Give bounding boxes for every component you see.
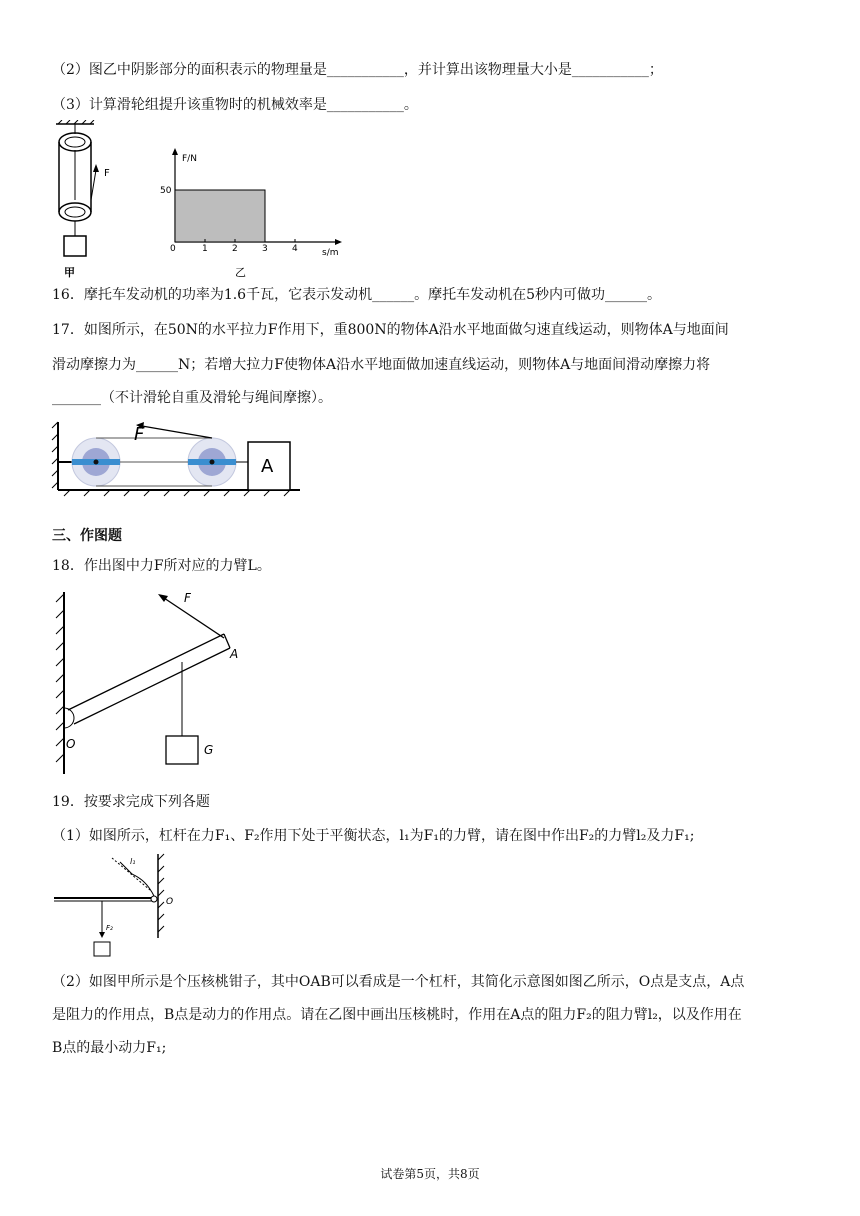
- x-tick-4: 4: [292, 244, 298, 254]
- lever-balance-figure: [50, 850, 190, 960]
- q17-text-line2: 滑动摩擦力为______N；若增大拉力F使物体A沿水平地面做加速直线运动，则物体A与地面间滑动摩擦力将: [52, 357, 711, 373]
- q16-text: 16．摩托车发动机的功率为1.6千瓦，它表示发动机______。摩托车发动机在5秒内可做功______。: [52, 287, 661, 303]
- x-tick-2: 2: [232, 244, 238, 254]
- arm-l1-label: l₁: [130, 857, 136, 866]
- page-footer: 试卷第5页，共8页: [380, 1167, 480, 1181]
- q19-part2-line2: 是阻力的作用点，B点是动力的作用点。请在乙图中画出压核桃时，作用在A点的阻力F₂的阻力臂l₂，以及作用在: [52, 1007, 742, 1023]
- x-tick-0: 0: [170, 244, 176, 254]
- q19-part1-text: （1）如图所示，杠杆在力F₁、F₂作用下处于平衡状态，l₁为F₁的力臂，请在图中作出F₂的力臂l₂及力F₁;: [52, 828, 695, 844]
- pulley-force-label: F: [104, 168, 110, 179]
- block-a-label: A: [261, 456, 274, 477]
- lever-figure: [52, 588, 262, 778]
- lever-force-label: F: [184, 591, 191, 605]
- x-tick-1: 1: [202, 244, 208, 254]
- figure-jia-label: 甲: [64, 266, 75, 279]
- q19-part2-line3: B点的最小动力F₁;: [52, 1040, 167, 1056]
- pulley-pull-force-label: F: [134, 424, 145, 445]
- section-3-heading: 三、作图题: [52, 528, 122, 544]
- fulcrum-o-label: O: [166, 897, 174, 907]
- horizontal-pulley-figure: [50, 418, 310, 498]
- q19-part2-line1: （2）如图甲所示是个压核桃钳子，其中OAB可以看成是一个杠杆，其简化示意图如图乙所示，O点是支点，A点: [52, 974, 745, 990]
- q15-part3-text: （3）计算滑轮组提升该重物时的机械效率是___________。: [52, 97, 418, 113]
- x-axis-label: s/m: [322, 248, 339, 258]
- work-shaded-area: [175, 190, 265, 242]
- q19-text: 19．按要求完成下列各题: [52, 794, 210, 810]
- q17-text-line3: _______（不计滑轮自重及滑轮与绳间摩擦）。: [52, 390, 332, 406]
- lever-point-a-label: A: [230, 647, 239, 661]
- x-tick-3: 3: [262, 244, 268, 254]
- q15-part2-text: （2）图乙中阴影部分的面积表示的物理量是___________，并计算出该物理量大小是___________；: [52, 62, 663, 78]
- y-axis-label: F/N: [182, 154, 197, 164]
- pulley-system-figure: [52, 120, 132, 280]
- figure-yi-label: 乙: [235, 266, 246, 279]
- q17-text-line1: 17．如图所示，在50N的水平拉力F作用下，重800N的物体A沿水平地面做匀速直线运动，则物体A与地面间: [52, 322, 729, 338]
- force-distance-graph: [150, 145, 350, 280]
- force-f2-label: F₂: [106, 924, 113, 932]
- y-tick-50: 50: [160, 186, 172, 196]
- q18-text: 18．作出图中力F所对应的力臂L。: [52, 558, 271, 574]
- weight-g-label: G: [204, 743, 214, 757]
- lever-pivot-o-label: O: [66, 737, 76, 751]
